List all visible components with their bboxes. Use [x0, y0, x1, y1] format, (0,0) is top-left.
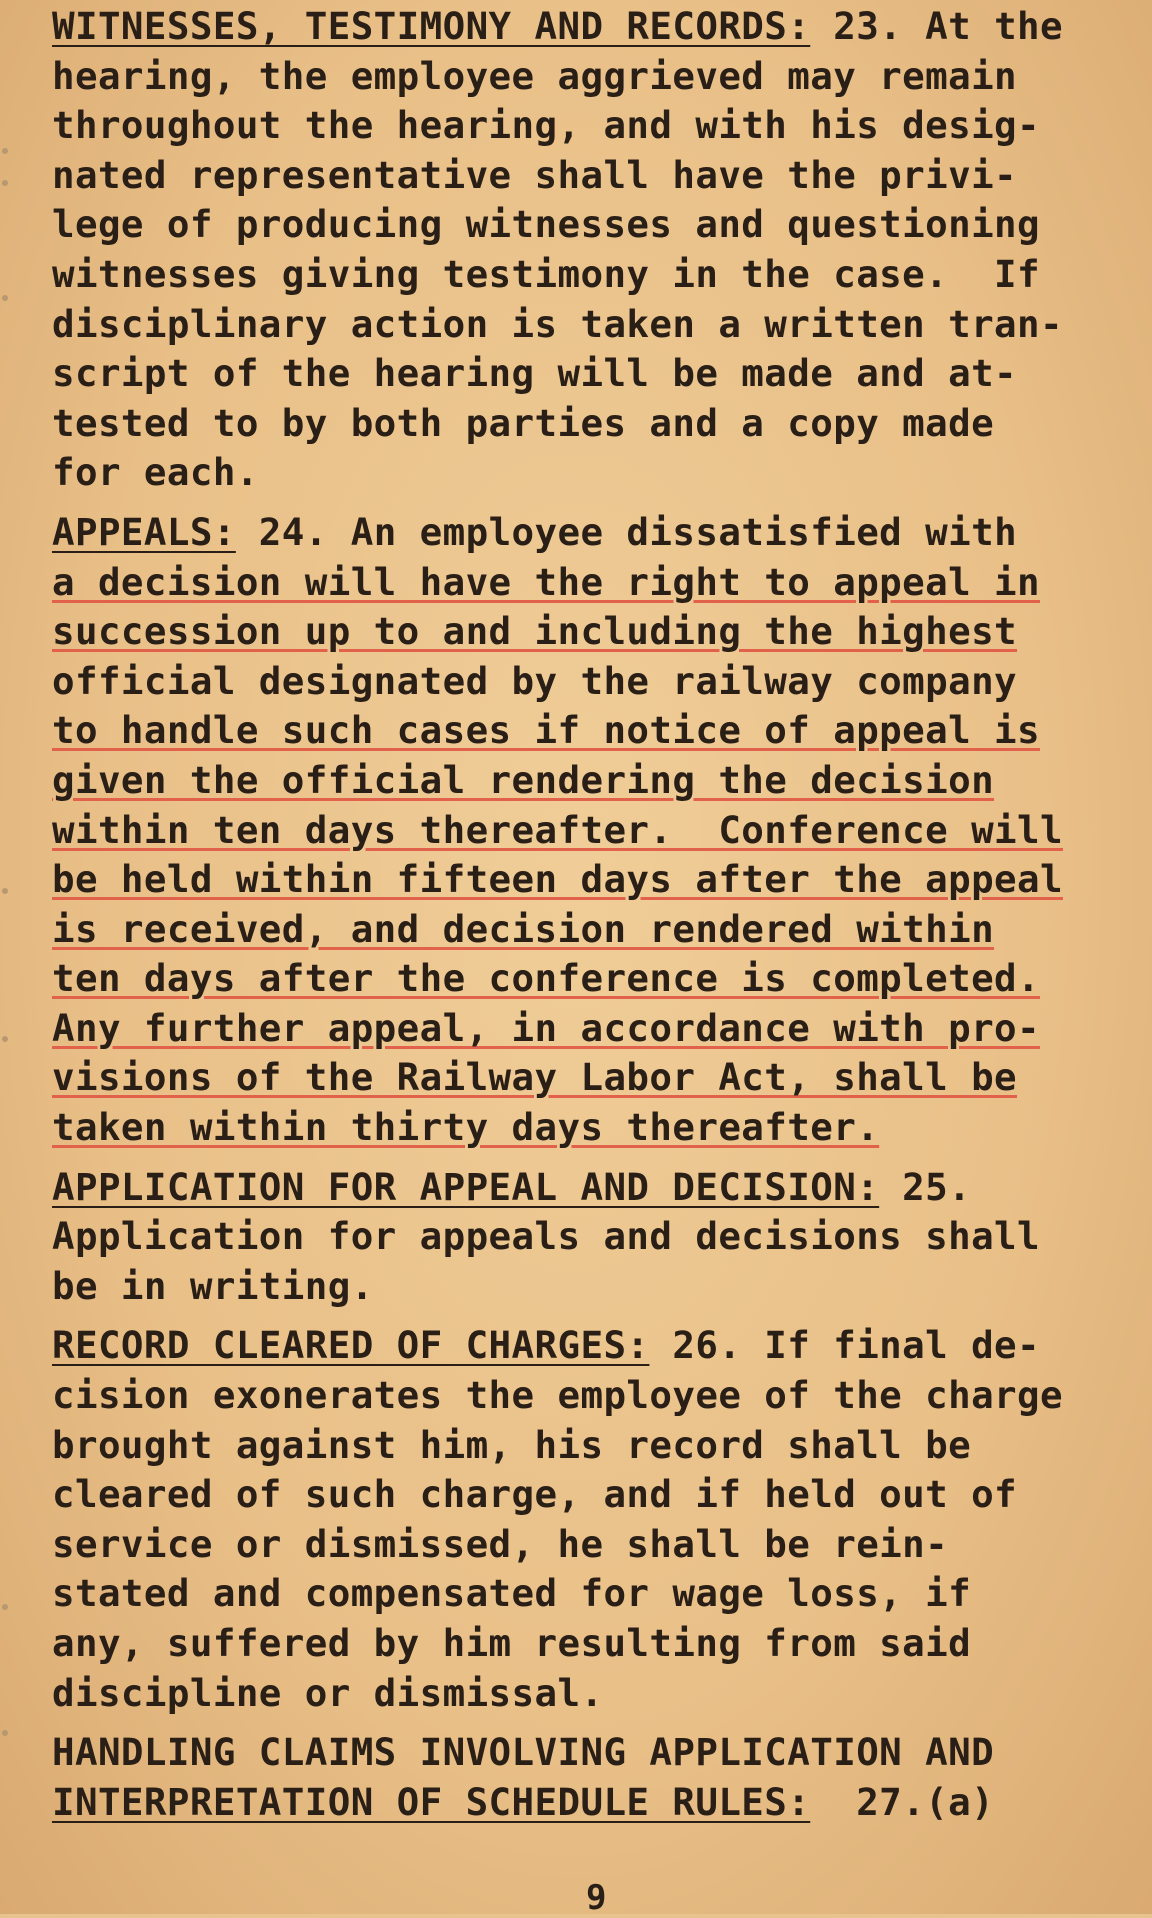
section-handling	[52, 1728, 1142, 1827]
text-line: for each.	[52, 450, 259, 495]
highlighted-line: Any further appeal, in accordance with pro-	[52, 1005, 1041, 1050]
section-line	[52, 508, 1142, 558]
text-line: throughout the hearing, and with his desig-	[52, 103, 1041, 148]
highlighted-line: visions of the Railway Labor Act, shall be	[52, 1055, 1018, 1100]
text-fragment: 24. An employee dissatisfied with	[235, 509, 1018, 554]
section-heading: RECORD CLEARED OF CHARGES:	[52, 1323, 650, 1368]
section-heading: INTERPRETATION OF SCHEDULE RULES:	[52, 1779, 811, 1824]
page-number: 9	[586, 1878, 607, 1918]
punch-hole	[2, 148, 8, 154]
section-heading: APPEALS:	[52, 509, 236, 554]
highlighted-line: succession up to and including the highest	[52, 609, 1018, 654]
section-application	[52, 1163, 1142, 1312]
punch-hole	[2, 295, 8, 301]
section-heading: WITNESSES, TESTIMONY AND RECORDS:	[52, 4, 811, 48]
text-line: hearing, the employee aggrieved may remain	[52, 53, 1018, 98]
section-witnesses	[52, 2, 1142, 498]
highlighted-line: to handle such cases if notice of appeal is	[52, 708, 1041, 753]
section-line	[52, 1163, 1142, 1213]
highlighted-line: within ten days thereafter. Conference will	[52, 807, 1063, 852]
text-line: witnesses giving testimony in the case. If	[52, 251, 1041, 296]
text-line: any, suffered by him resulting from said	[52, 1621, 972, 1665]
punch-hole	[2, 1604, 8, 1610]
highlighted-line: ten days after the conference is completed.	[52, 956, 1041, 1001]
text-line: discipline or dismissal.	[52, 1670, 604, 1715]
punch-hole	[2, 1730, 8, 1736]
text-fragment: 23. At the	[810, 4, 1063, 48]
highlighted-line: given the official rendering the decision	[52, 757, 995, 802]
text-line: nated representative shall have the privi-	[52, 152, 1018, 197]
text-line: be in writing.	[52, 1263, 374, 1308]
text-fragment: 27.(a)	[810, 1779, 995, 1824]
text-line: tested to by both parties and a copy made	[52, 400, 995, 445]
section-heading: APPLICATION FOR APPEAL AND DECISION:	[52, 1164, 880, 1209]
section-record	[52, 1321, 1142, 1718]
punch-hole	[2, 180, 8, 186]
highlighted-line: a decision will have the right to appeal in	[52, 559, 1041, 604]
section-heading-line: HANDLING CLAIMS INVOLVING APPLICATION AND	[52, 1730, 995, 1775]
text-line: brought against him, his record shall be	[52, 1422, 972, 1467]
punch-hole	[2, 1036, 8, 1042]
section-line	[52, 2, 1142, 52]
section-appeals	[52, 508, 1142, 1153]
text-line: service or dismissed, he shall be rein-	[52, 1521, 949, 1566]
text-line: disciplinary action is taken a written tran-	[52, 301, 1063, 346]
text-line: stated and compensated for wage loss, if	[52, 1571, 972, 1616]
text-fragment: 26. If final de-	[649, 1323, 1041, 1368]
highlighted-line: be held within fifteen days after the appeal	[52, 857, 1063, 902]
text-line: cleared of such charge, and if held out of	[52, 1472, 1018, 1517]
highlighted-line: taken within thirty days thereafter.	[52, 1105, 880, 1150]
text-line: official designated by the railway company	[52, 658, 1018, 703]
text-fragment: 25.	[879, 1164, 972, 1209]
text-line: lege of producing witnesses and questioning	[52, 202, 1041, 247]
section-line	[52, 1321, 1142, 1371]
text-line: cision exonerates the employee of the charge	[52, 1373, 1063, 1418]
text-line: Application for appeals and decisions shall	[52, 1214, 1041, 1259]
highlighted-line: is received, and decision rendered within	[52, 906, 995, 951]
punch-hole	[2, 888, 8, 894]
section-line	[52, 1778, 1142, 1828]
text-line: script of the hearing will be made and at-	[52, 351, 1018, 396]
